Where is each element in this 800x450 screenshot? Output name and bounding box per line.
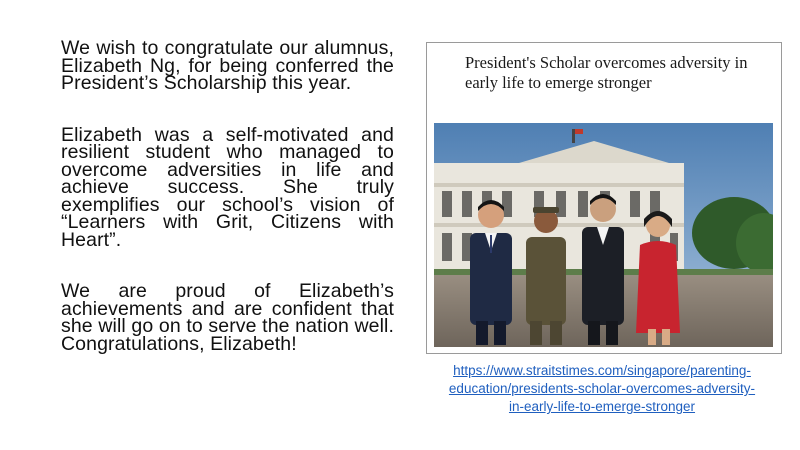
article-source-link[interactable]: https://www.straitstimes.com/singapore/parenting- education/presidents-scholar-overcomes-adversity- in-early-life-to-emerge-stronger	[448, 363, 756, 414]
congratulation-paragraph: We wish to congratulate our alumnus, Elizabeth Ng, for being conferred the President’s Scholarship this year.	[61, 37, 394, 94]
closing-paragraph: We are proud of Elizabeth’s achievements and are confident that she will go on to serve the nation well. Congratulations, Elizabeth!	[61, 280, 394, 355]
article-headline: President's Scholar overcomes adversity in early life to emerge stronger	[465, 53, 748, 92]
group-photo-icon	[434, 123, 773, 347]
article-screenshot	[426, 42, 782, 354]
profile-paragraph: Elizabeth was a self-motivated and resilient student who managed to overcome adversities in life and achieve success. She truly exemplifies our school’s vision of “Learners with Grit, Citizens with Heart”.	[61, 123, 394, 251]
slide-text	[61, 37, 394, 355]
